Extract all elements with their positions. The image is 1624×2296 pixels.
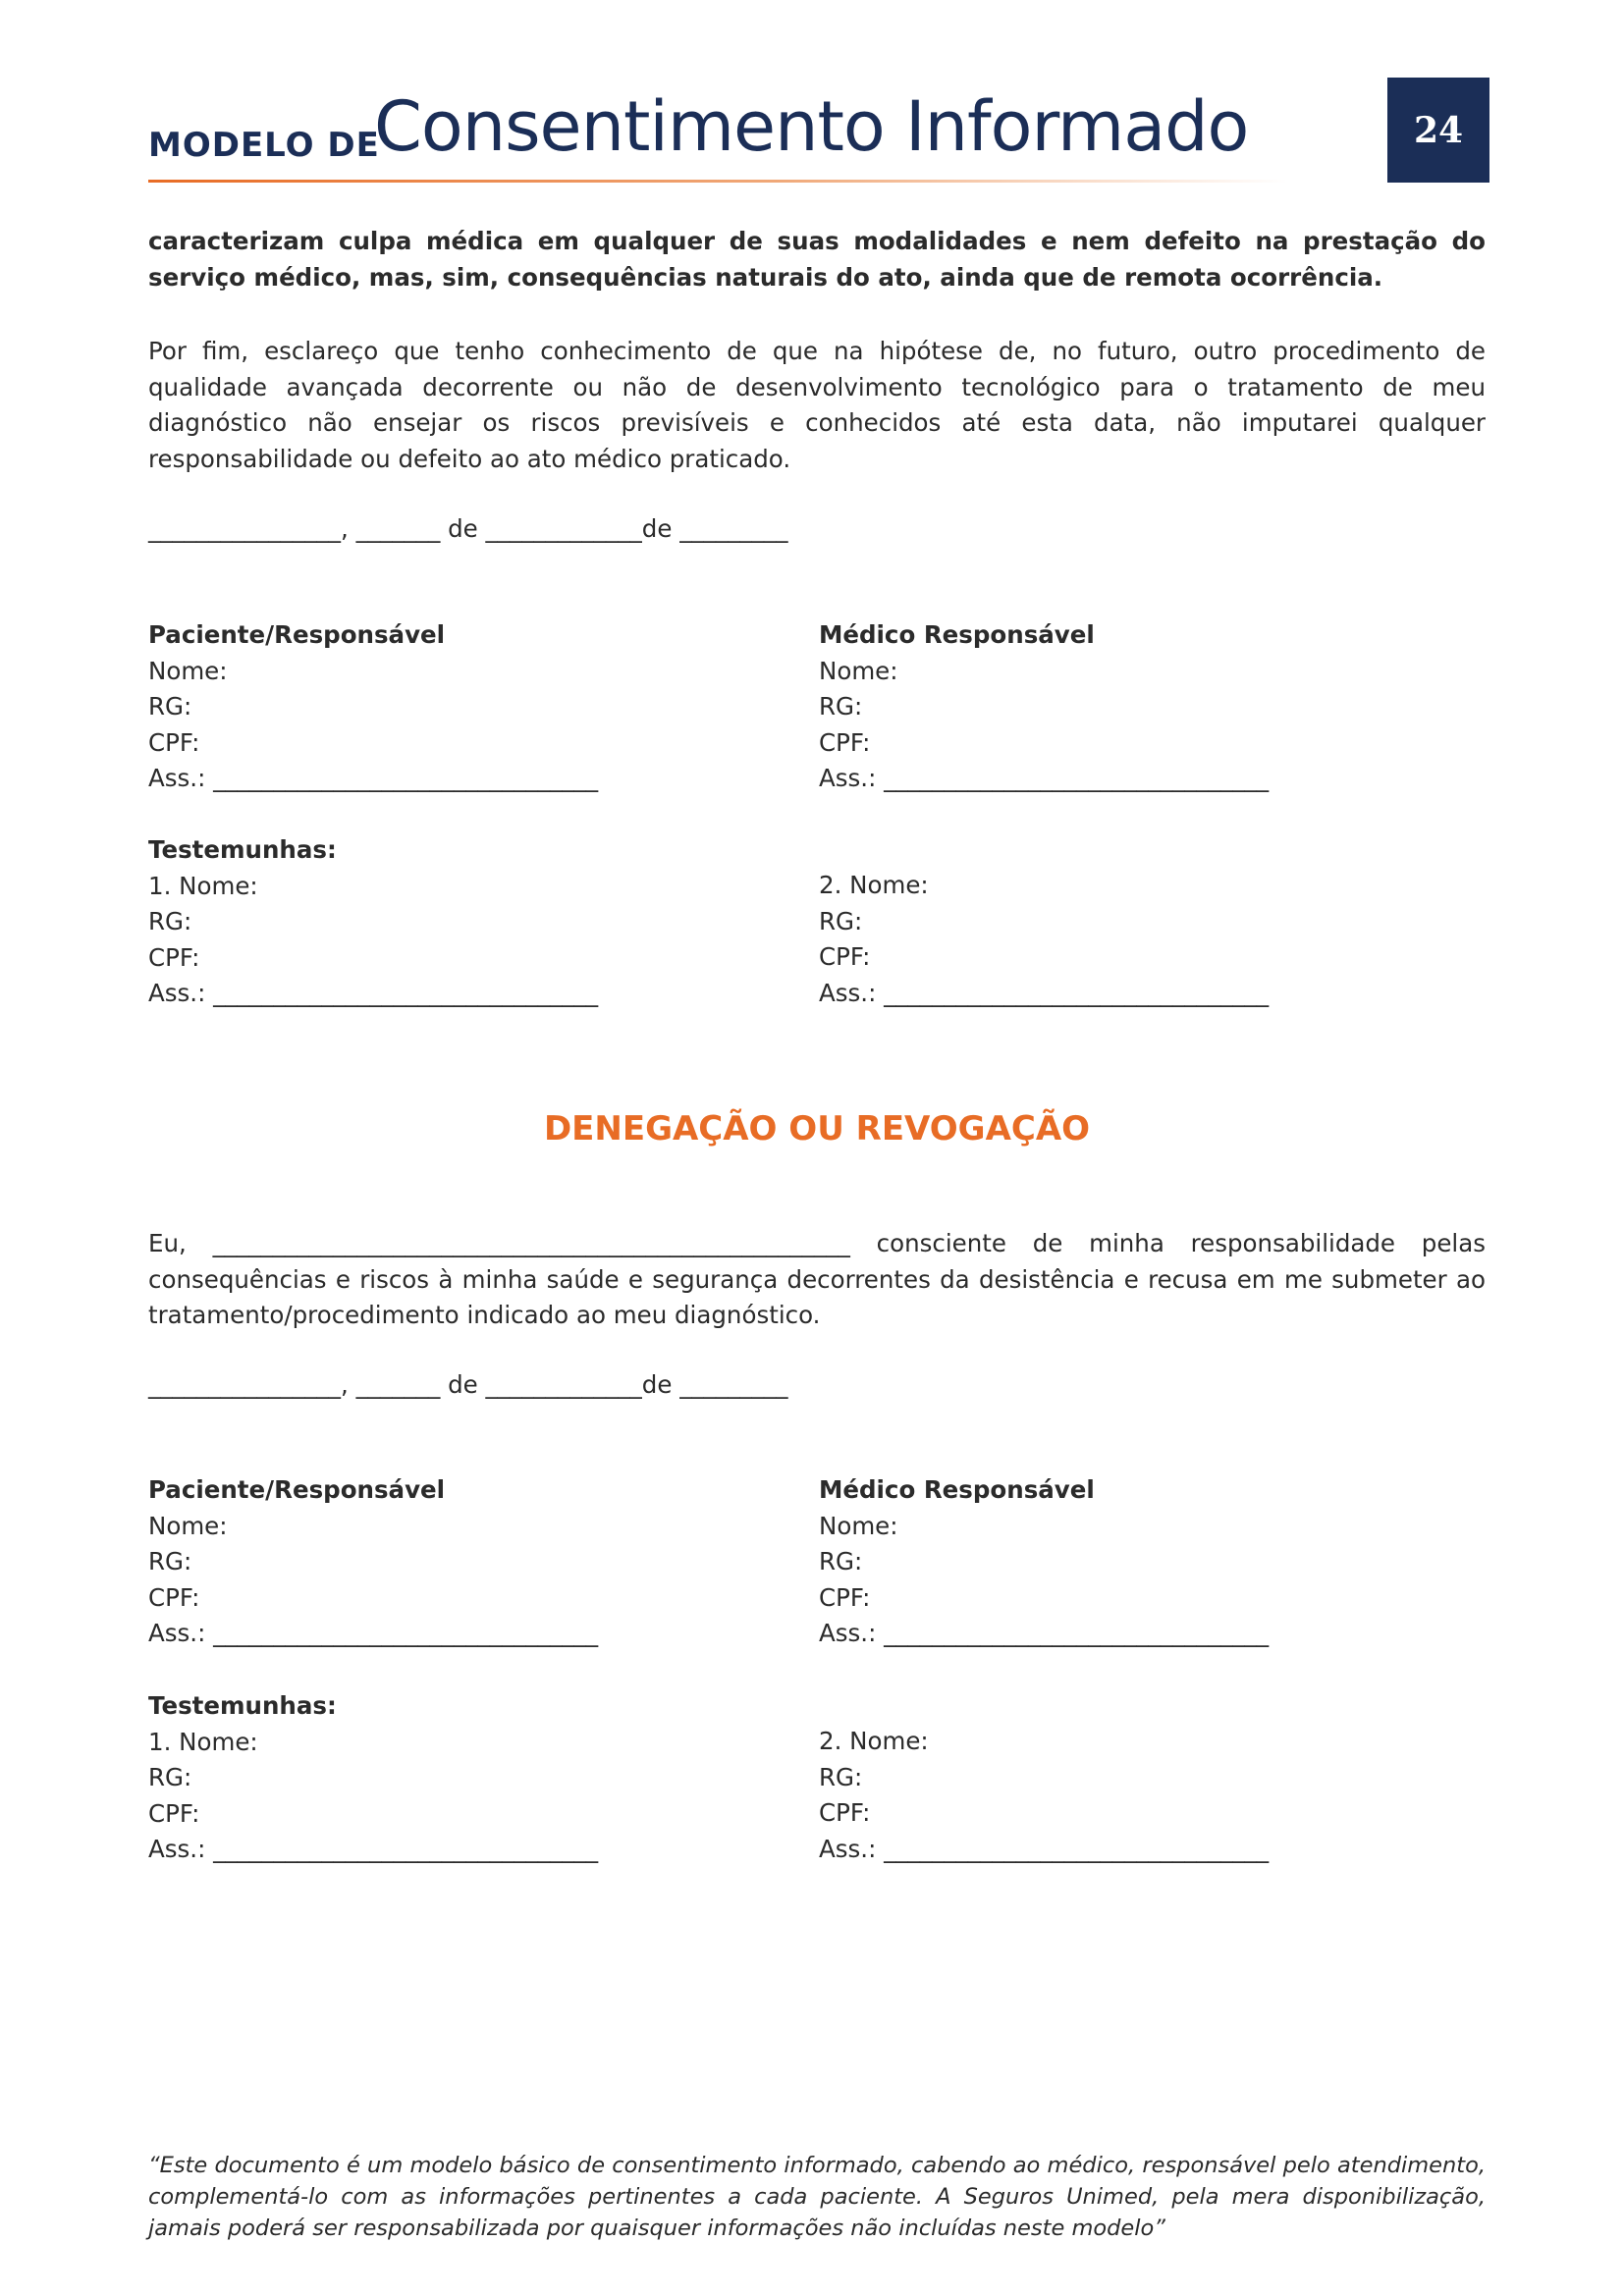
witness-1-signature-line: Ass.: ________________________________ (148, 979, 599, 1007)
doctor-cpf-label: CPF: (819, 1582, 871, 1612)
witness-1-name-label: 1. Nome: (148, 871, 258, 900)
page-number-badge (1387, 78, 1489, 183)
patient-cpf-label: CPF: (148, 1582, 200, 1612)
header-divider (148, 180, 1287, 183)
date-line-2: ________________, _______ de _____________de _________ (148, 1370, 788, 1399)
doctor-rg-label: RG: (819, 1547, 863, 1575)
page-number: 24 (1413, 109, 1464, 151)
doctor-name-label: Nome: (819, 656, 898, 685)
witness-2-signature-line: Ass.: ________________________________ (819, 1834, 1270, 1863)
header-small-title: MODELO DE (148, 126, 380, 165)
intro-paragraph: caracterizam culpa médica em qualquer de suas modalidades e nem defeito na prestação do serviço médico, mas, sim, consequências naturais do ato, ainda que de remota ocorrência. (148, 227, 1486, 292)
witness-1-cpf-label: CPF: (148, 942, 200, 972)
patient-cpf-label: CPF: (148, 727, 200, 757)
section-title: DENEGAÇÃO OU REVOGAÇÃO (543, 1109, 1091, 1148)
final-paragraph: Por fim, esclareço que tenho conhecimento de que na hipótese de, no futuro, outro procedimento de qualidade avançada decorrente ou não de desenvolvimento tecnológico para o tratamento de meu diagnóstico não ensejar os riscos previsíveis e conhecidos até esta data, não imputarei qualquer responsabilidade ou defeito ao ato médico praticado. (148, 337, 1486, 473)
witness-2-rg-label: RG: (819, 1762, 863, 1791)
footer-disclaimer: “Este documento é um modelo básico de consentimento informado, cabendo ao médico, responsável pelo atendimento, complementá-lo com as informações pertinentes a cada paciente. A Seguros Unimed, pela mera disponibilização, jamais poderá ser responsabilizada por quaisquer informações não incluídas neste modelo” (148, 2153, 1486, 2241)
doctor-signature-line: Ass.: ________________________________ (819, 764, 1270, 792)
witness-1-signature-line: Ass.: ________________________________ (148, 1835, 599, 1863)
doctor-signature-line: Ass.: ________________________________ (819, 1619, 1270, 1647)
doctor-heading: Médico Responsável (819, 1475, 1095, 1504)
patient-signature-block (148, 617, 598, 797)
witness-2-name-label: 2. Nome: (819, 871, 929, 899)
patient-heading: Paciente/Responsável (148, 1475, 446, 1504)
witness-2-block-2 (819, 1724, 1269, 1867)
header-big-title: Consentimento Informado (374, 86, 1249, 167)
witness-2-cpf-label: CPF: (819, 942, 871, 971)
patient-name-label: Nome: (148, 1511, 228, 1540)
witness-1-rg-label: RG: (148, 907, 192, 935)
witness-2-cpf-label: CPF: (819, 1798, 871, 1827)
witness-heading: Testemunhas: (148, 1691, 337, 1720)
doctor-name-label: Nome: (819, 1511, 898, 1540)
patient-signature-block-2 (148, 1472, 598, 1652)
doctor-rg-label: RG: (819, 692, 863, 721)
patient-rg-label: RG: (148, 1547, 192, 1575)
doctor-cpf-label: CPF: (819, 727, 871, 757)
revocation-paragraph: Eu, _____________________________________________________ consciente de minha responsabilidade pelas consequências e riscos à minha saúde e segurança decorrentes da desistência e recusa em me submeter ao tratamento/procedimento indicado ao meu diagnóstico. (148, 1229, 1486, 1329)
witness-1-block-2 (148, 1688, 598, 1868)
witness-1-name-label: 1. Nome: (148, 1727, 258, 1756)
date-line: ________________, _______ de _____________de _________ (148, 514, 788, 543)
witness-2-signature-line: Ass.: ________________________________ (819, 978, 1270, 1007)
patient-signature-line: Ass.: ________________________________ (148, 1619, 599, 1647)
witness-2-name-label: 2. Nome: (819, 1727, 929, 1755)
witness-1-block (148, 832, 598, 1012)
witness-2-block (819, 868, 1269, 1011)
patient-heading: Paciente/Responsável (148, 620, 446, 649)
witness-1-rg-label: RG: (148, 1763, 192, 1791)
doctor-signature-block-2 (819, 1472, 1269, 1652)
patient-rg-label: RG: (148, 692, 192, 721)
witness-2-rg-label: RG: (819, 906, 863, 935)
patient-signature-line: Ass.: ________________________________ (148, 764, 599, 792)
doctor-signature-block (819, 617, 1269, 797)
witness-heading: Testemunhas: (148, 835, 337, 864)
witness-1-cpf-label: CPF: (148, 1798, 200, 1828)
doctor-heading: Médico Responsável (819, 620, 1095, 649)
patient-name-label: Nome: (148, 656, 228, 685)
page-header (148, 77, 1486, 185)
